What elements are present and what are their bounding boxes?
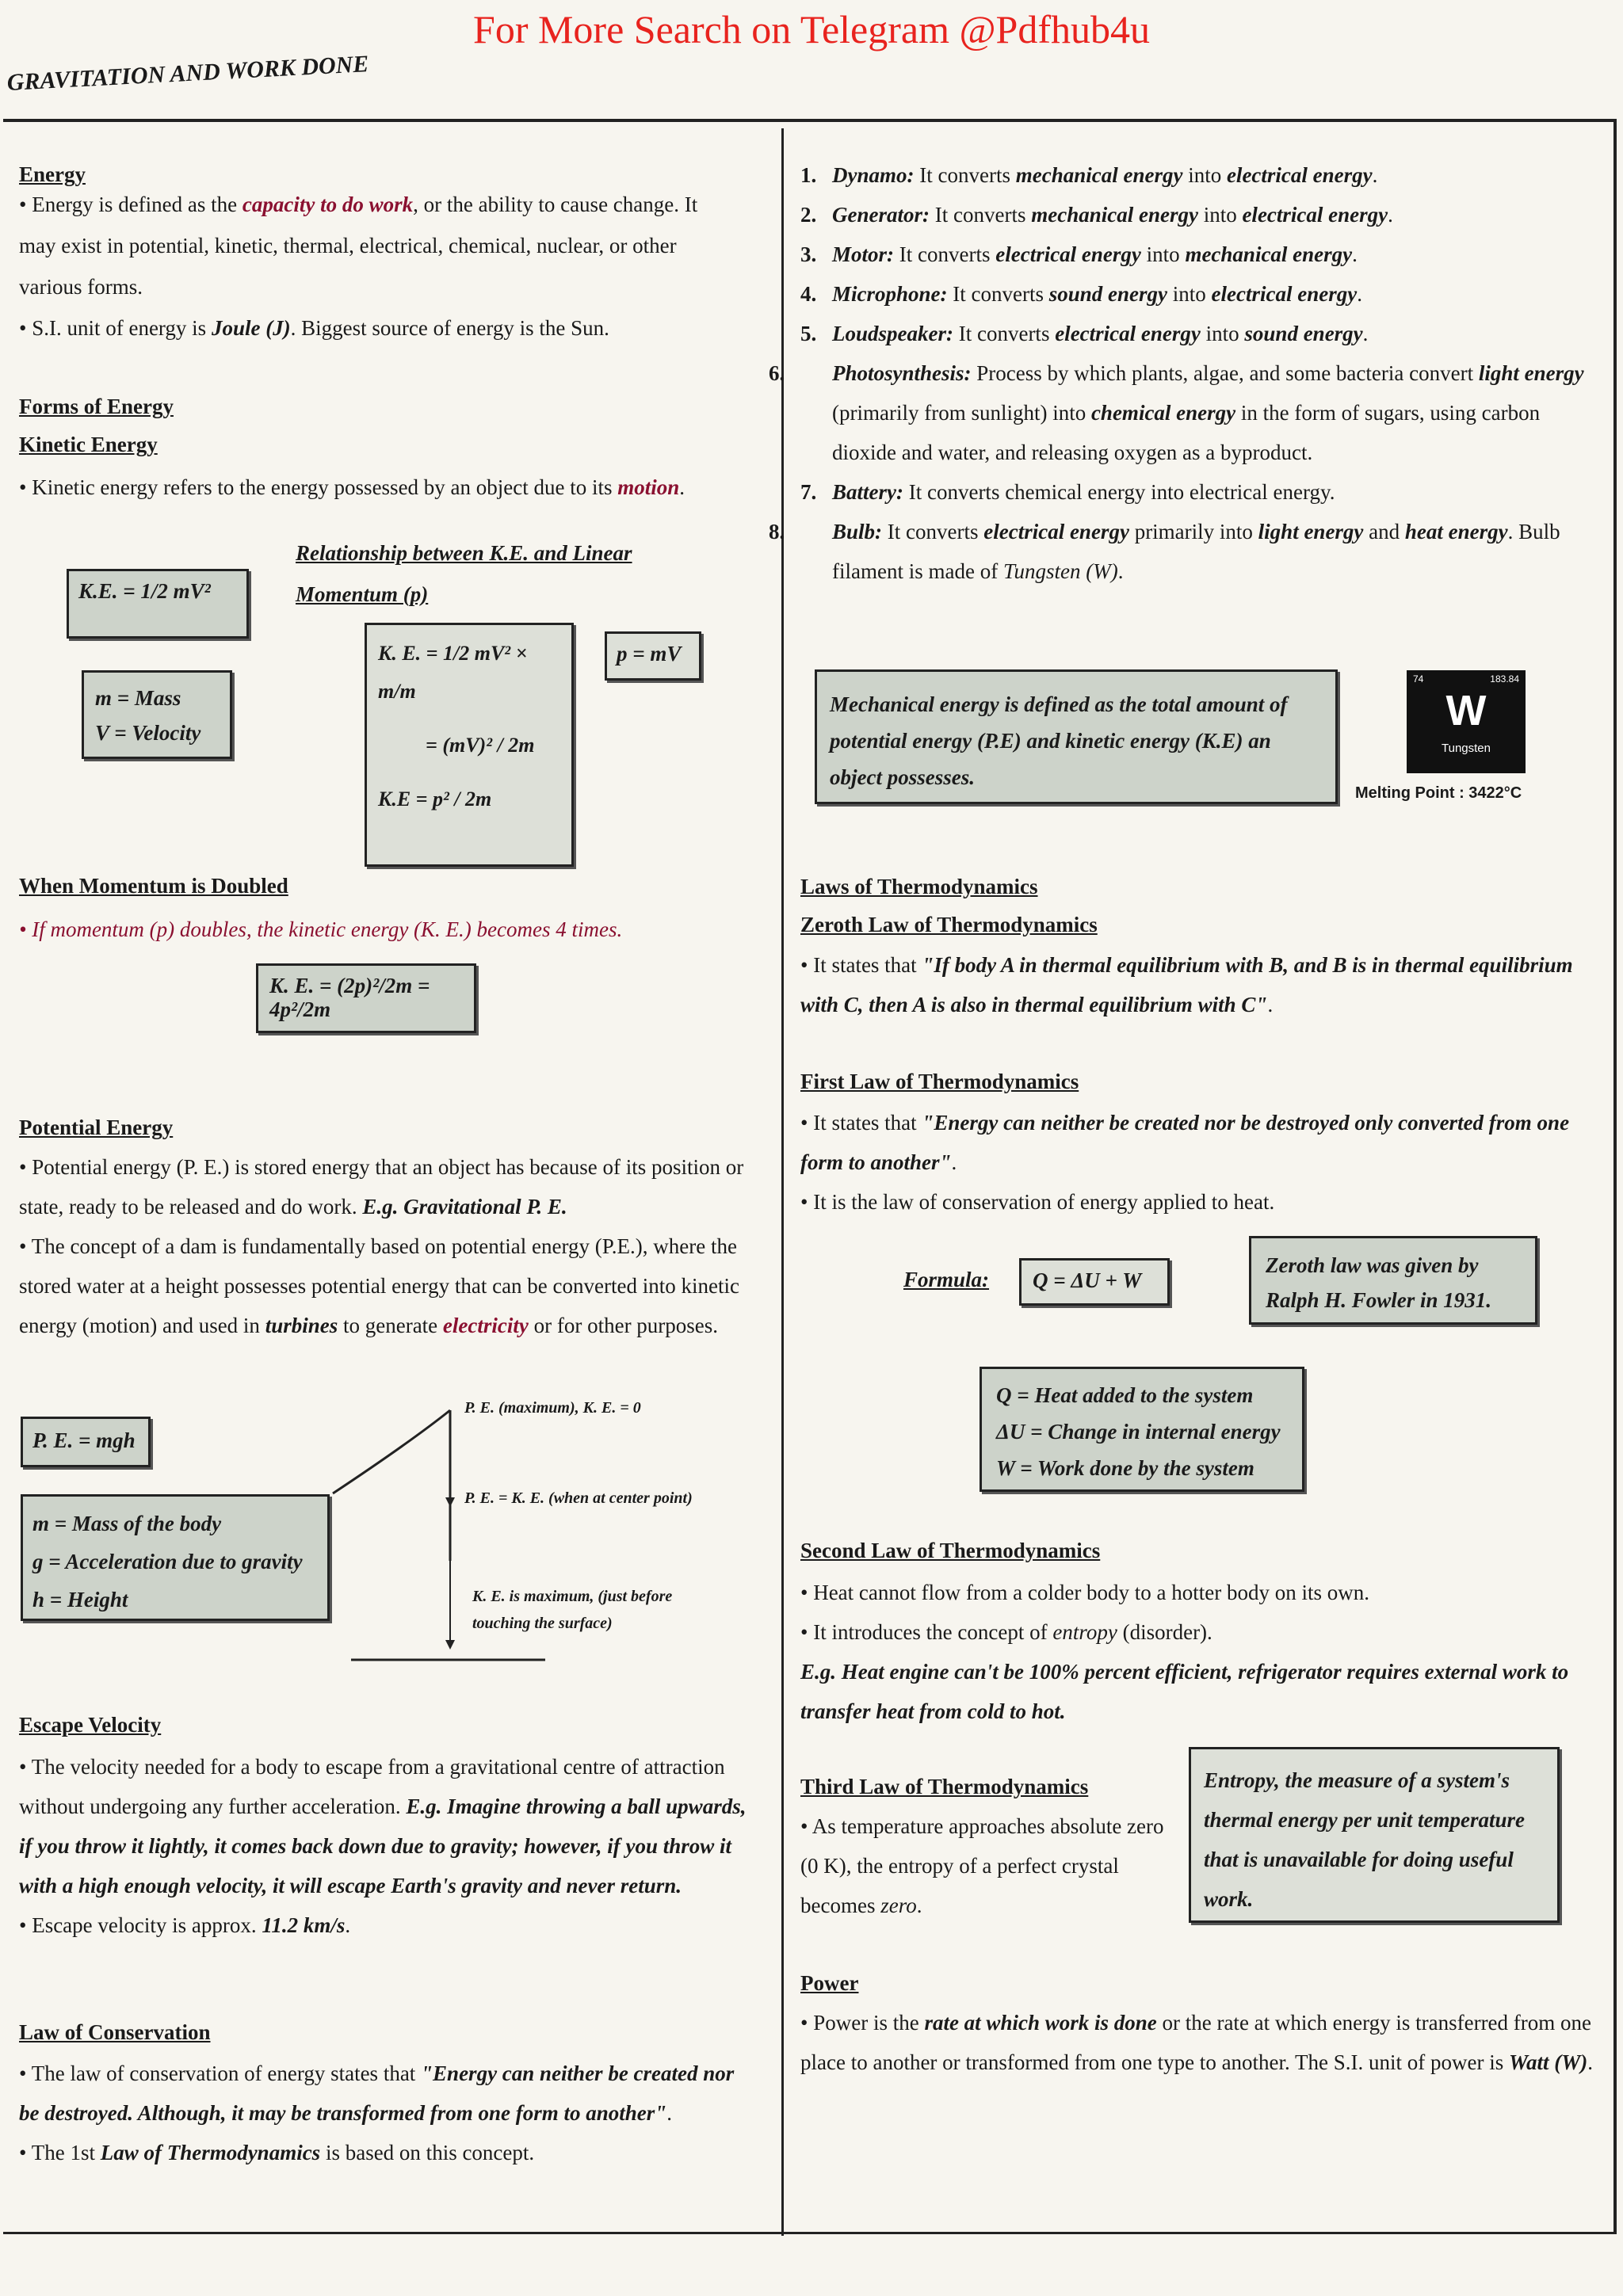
- second-law-text: • Heat cannot flow from a colder body to a hotter body on its own. • It introduces the concept of entropy (disorder). E.g. Heat engine can't be 100% percent efficient, refrigerator requires external work to transfer heat from cold to hot.: [800, 1581, 1569, 1723]
- thermodynamics-heading: Laws of Thermodynamics: [800, 875, 1038, 898]
- potential-heading: Potential Energy: [19, 1116, 174, 1139]
- mechanical-energy-box: Mechanical energy is defined as the total amount of potential energy (P.E) and kinetic energy (K.E) an object possesses.: [815, 669, 1338, 804]
- tungsten-name: Tungsten: [1442, 742, 1491, 755]
- kinetic-heading: Kinetic Energy: [19, 433, 158, 456]
- formula-label: Formula:: [903, 1268, 990, 1291]
- relationship-heading: Relationship between K.E. and Linear Momentum (p): [296, 541, 632, 606]
- energy-text: • Energy is defined as the capacity to do work, or the ability to cause change. It may exist in potential, kinetic, thermal, electrical, chemical, nuclear, or other various forms. • S.I. unit of energy is Joule (J). Biggest source of energy is the Sun.: [19, 193, 698, 340]
- derivation-step-2: = (mV)² / 2m: [426, 734, 535, 757]
- pe-formula-box: P. E. = mgh: [21, 1417, 151, 1467]
- tungsten-number: 74: [1413, 673, 1424, 685]
- diagram-label-bottom-1: K. E. is maximum, (just before: [472, 1588, 673, 1605]
- pe-def-height: h = Height: [32, 1588, 128, 1611]
- diagram-label-top: P. E. (maximum), K. E. = 0: [464, 1399, 641, 1417]
- ke-formula-box: K.E. = 1/2 mV²: [67, 569, 249, 639]
- device-item-microphone: 4. Microphone: It converts sound energy into electrical energy.: [800, 282, 1362, 306]
- momentum-doubled-heading: When Momentum is Doubled: [19, 874, 288, 898]
- third-law-text: • As temperature approaches absolute zero (0 K), the entropy of a perfect crystal becomes zero.: [800, 1814, 1164, 1917]
- momentum-doubled-formula: K. E. = (2p)²/2m = 4p²/2m: [256, 963, 476, 1033]
- derivation-box: [365, 623, 574, 867]
- pe-def-mass: m = Mass of the body: [32, 1512, 222, 1535]
- potential-text: • Potential energy (P. E.) is stored energy that an object has because of its position or state, ready to be released and do work. E.g. Gravitational P. E. • The concept of a dam is fundamentally based on potential energy (P.E.), where the stored water at a height possesses potential energy that can be converted into kinetic energy (motion) and used in turbines to generate electricity or for other purposes.: [19, 1155, 744, 1337]
- telegram-banner: For More Search on Telegram @Pdfhub4u: [473, 7, 1150, 51]
- tungsten-mass: 183.84: [1490, 673, 1519, 685]
- energy-heading: Energy: [19, 162, 86, 186]
- conservation-heading: Law of Conservation: [19, 2020, 211, 2044]
- fowler-box: Zeroth law was given by Ralph H. Fowler in 1931.: [1249, 1236, 1537, 1325]
- derivation-step-1: K. E. = 1/2 mV² × m/m: [378, 642, 528, 703]
- third-law-heading: Third Law of Thermodynamics: [800, 1775, 1089, 1798]
- derivation-step-3: K.E = p² / 2m: [378, 788, 492, 810]
- first-law-text: • It states that "Energy can neither be created nor be destroyed only converted from one form to another". • It is the law of conservation of energy applied to heat.: [800, 1111, 1570, 1214]
- escape-heading: Escape Velocity: [19, 1713, 162, 1737]
- escape-text: • The velocity needed for a body to escape from a gravitational centre of attraction without undergoing any further acceleration. E.g. Imagine throwing a ball upwards, if you throw it lightly, it comes back down due to gravity; however, if you throw it with a high enough velocity, it will escape Earth's gravity and never return. • Escape velocity is approx. 11.2 km/s.: [19, 1755, 747, 1937]
- entropy-box: Entropy, the measure of a system's thermal energy per unit temperature that is unavailable for doing useful work.: [1189, 1747, 1560, 1923]
- q-def-work: W = Work done by the system: [996, 1456, 1254, 1480]
- device-item-generator: 2. Generator: It converts mechanical energy into electrical energy.: [800, 203, 1393, 227]
- device-item-dynamo: 1. Dynamo: It converts mechanical energy into electrical energy.: [800, 163, 1378, 187]
- q-definitions-box: [980, 1367, 1304, 1492]
- diagram-label-bottom-2: touching the surface): [472, 1615, 613, 1632]
- device-item-battery: 7. Battery: It converts chemical energy into electrical energy.: [800, 480, 1335, 504]
- momentum-def-box: p = mV: [605, 631, 701, 681]
- velocity-def: V = Velocity: [95, 721, 201, 745]
- tungsten-element-tile: [1407, 670, 1526, 773]
- mass-velocity-box: [82, 670, 232, 759]
- device-item-motor: 3. Motor: It converts electrical energy into mechanical energy.: [800, 242, 1358, 266]
- q-def-heat: Q = Heat added to the system: [996, 1383, 1254, 1407]
- tungsten-symbol: W: [1445, 687, 1487, 734]
- power-heading: Power: [800, 1971, 859, 1995]
- mass-def: m = Mass: [95, 686, 181, 710]
- first-law-heading: First Law of Thermodynamics: [800, 1070, 1079, 1093]
- pe-definitions-box: [21, 1494, 330, 1621]
- diagram-label-middle: P. E. = K. E. (when at center point): [464, 1489, 693, 1507]
- q-def-internal-energy: ΔU = Change in internal energy: [996, 1420, 1281, 1444]
- zeroth-law-heading: Zeroth Law of Thermodynamics: [800, 913, 1098, 936]
- kinetic-text: • Kinetic energy refers to the energy possessed by an object due to its motion.: [19, 475, 685, 499]
- conservation-text: • The law of conservation of energy states that "Energy can neither be created nor be destroyed. Although, it may be transformed from one form to another". • The 1st Law of Thermodynamics is based on this concept.: [19, 2061, 735, 2164]
- device-item-bulb: 8. Bulb: It converts electrical energy primarily into light energy and heat energy. Bulb filament is made of Tungsten (W).: [769, 520, 1560, 583]
- tungsten-melting-point: Melting Point : 3422°C: [1355, 784, 1522, 802]
- second-law-heading: Second Law of Thermodynamics: [800, 1539, 1101, 1562]
- column-divider: [781, 128, 784, 2236]
- energy-devices-list: [769, 155, 1601, 591]
- zeroth-law-text: • It states that "If body A in thermal equilibrium with B, and B is in thermal equilibrium with C, then A is also in thermal equilibrium with C".: [800, 953, 1573, 1016]
- device-item-photosynthesis: 6. Photosynthesis: Process by which plants, algae, and some bacteria convert light energy (primarily from sunlight) into chemical energy in the form of sugars, using carbon dioxide and water, and releasing oxygen as a byproduct.: [769, 361, 1584, 464]
- power-text: • Power is the rate at which work is done or the rate at which energy is transferred from one place to another or transformed from one type to another. The S.I. unit of power is Watt (W).: [800, 2011, 1594, 2074]
- chapter-title: GRAVITATION AND WORK DONE: [6, 51, 370, 96]
- pe-def-gravity: g = Acceleration due to gravity: [32, 1550, 303, 1573]
- momentum-doubled-text: • If momentum (p) doubles, the kinetic energy (K. E.) becomes 4 times.: [19, 917, 623, 941]
- device-item-loudspeaker: 5. Loudspeaker: It converts electrical energy into sound energy.: [800, 322, 1369, 345]
- first-law-formula: Q = ΔU + W: [1019, 1258, 1170, 1306]
- forms-heading: Forms of Energy: [19, 395, 174, 418]
